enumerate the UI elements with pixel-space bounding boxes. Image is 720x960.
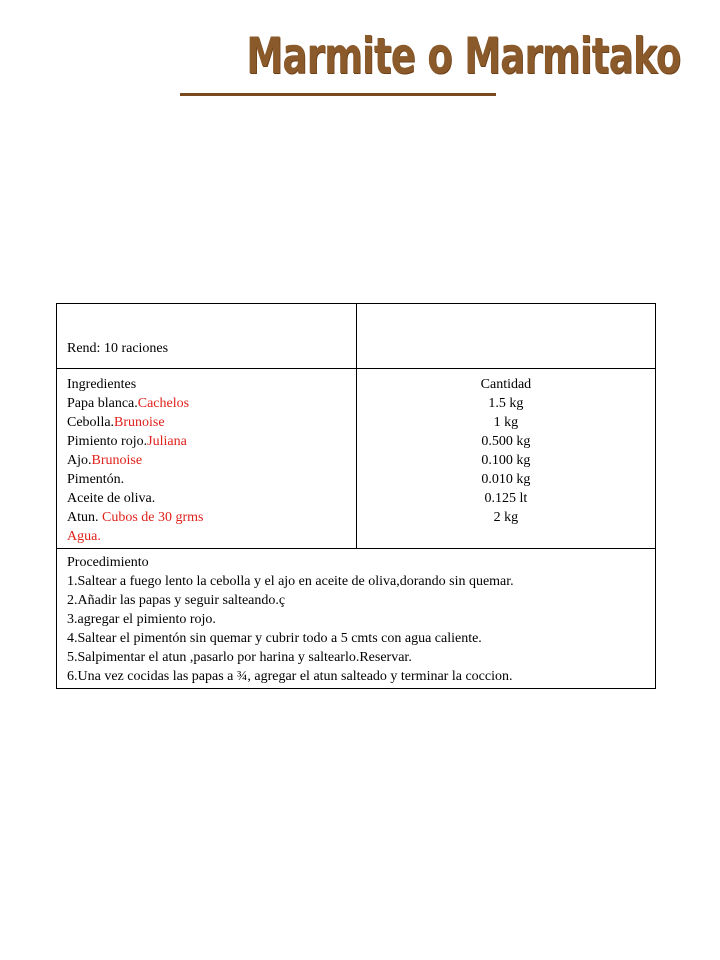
- procedure-step: 6.Una vez cocidas las papas a ¾, agregar el atun salteado y terminar la coccion.: [67, 669, 513, 684]
- ingredient-technique: Brunoise: [91, 453, 143, 468]
- yield-text: Rend: 10 raciones: [67, 341, 169, 356]
- yield-cell: [57, 304, 357, 369]
- ingredient-name: Papa blanca.: [67, 396, 138, 411]
- ingredient-item: [67, 413, 346, 432]
- ingredient-name: Cebolla.: [67, 415, 115, 430]
- quantity-list: [367, 394, 645, 527]
- title-underline: [180, 93, 496, 96]
- ingredient-name: Ajo.: [67, 453, 92, 468]
- procedure-row: [57, 549, 656, 689]
- ingredient-item: [67, 489, 346, 508]
- ingredient-item: [67, 508, 346, 527]
- ingredient-quantity: 0.125 lt: [484, 491, 528, 506]
- procedure-cell: [57, 549, 656, 689]
- procedure-header: Procedimiento: [67, 555, 149, 570]
- quantity-cell: [356, 369, 655, 549]
- ingredient-technique: Juliana: [147, 434, 187, 449]
- procedure-step: 2.Añadir las papas y seguir salteando.ç: [67, 593, 286, 608]
- ingredient-name: Pimentón.: [67, 472, 125, 487]
- ingredient-quantity: 1.5 kg: [488, 396, 524, 411]
- ingredient-quantity: 1 kg: [493, 415, 519, 430]
- ingredient-item: [67, 527, 346, 546]
- ingredient-quantity: 0.500 kg: [481, 434, 531, 449]
- ingredient-name: Atun.: [67, 510, 102, 525]
- quantity-header: Cantidad: [480, 377, 532, 392]
- ingredient-item: [67, 432, 346, 451]
- ingredients-row: [57, 369, 656, 549]
- procedure-list: [67, 572, 645, 686]
- procedure-step: 3.agregar el pimiento rojo.: [67, 612, 216, 627]
- ingredient-name: Pimiento rojo.: [67, 434, 148, 449]
- ingredient-quantity: 0.010 kg: [481, 472, 531, 487]
- procedure-step: 5.Salpimentar el atun ,pasarlo por harina y saltearlo.Reservar.: [67, 650, 412, 665]
- ingredient-item: [67, 451, 346, 470]
- ingredients-header: Ingredientes: [67, 377, 137, 392]
- ingredient-item: [67, 470, 346, 489]
- page-title: Marmite o Marmitako: [246, 27, 681, 85]
- ingredient-technique: Cubos de 30 grms: [102, 510, 204, 525]
- ingredient-quantity: 2 kg: [493, 510, 519, 525]
- ingredient-technique: Brunoise: [114, 415, 165, 430]
- procedure-step: 1.Saltear a fuego lento la cebolla y el ajo en aceite de oliva,dorando sin quemar.: [67, 574, 514, 589]
- title-container: [170, 20, 681, 92]
- ingredient-technique: Agua.: [67, 529, 101, 544]
- ingredient-quantity: 0.100 kg: [481, 453, 531, 468]
- ingredients-cell: [57, 369, 357, 549]
- yield-row: [57, 304, 656, 369]
- empty-cell: [356, 304, 655, 369]
- ingredient-list: [67, 394, 346, 546]
- ingredient-item: [67, 394, 346, 413]
- ingredient-name: Aceite de oliva.: [67, 491, 156, 506]
- ingredient-technique: Cachelos: [137, 396, 190, 411]
- recipe-table: [56, 303, 656, 689]
- procedure-step: 4.Saltear el pimentón sin quemar y cubrir todo a 5 cmts con agua caliente.: [67, 631, 482, 646]
